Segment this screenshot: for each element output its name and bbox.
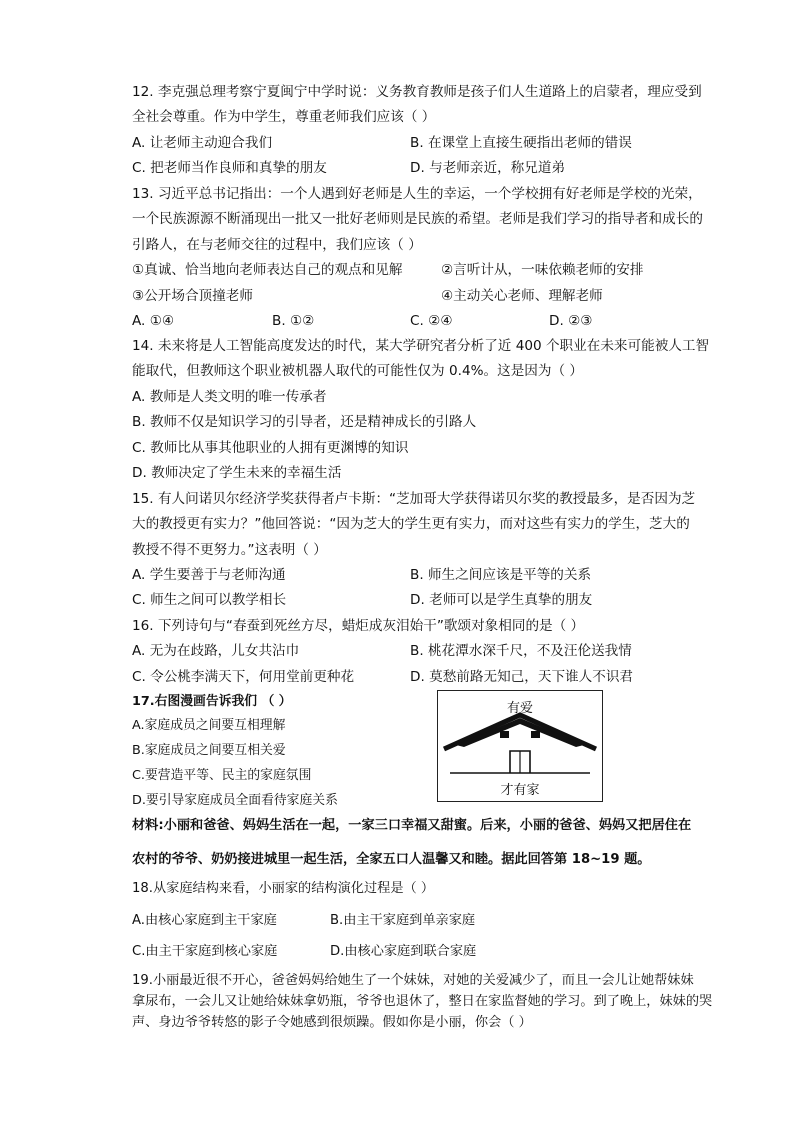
q13-option-d: D. ②③ — [549, 313, 593, 329]
q12-option-a: A. 让老师主动迎合我们 — [132, 135, 273, 151]
q13-stem-2: 一个民族源源不断涌现出一批又一批好老师则是民族的希望。老师是我们学习的指导者和成长的 — [132, 211, 703, 227]
q19-stem-3: 声、身边爷爷转悠的影子令她感到很烦躁。假如你是小丽，你会（ ） — [132, 1015, 532, 1030]
q14-option-d: D. 教师决定了学生未来的幸福生活 — [132, 465, 342, 481]
material-line-2: 农村的爷爷、奶奶接进城里一起生活，全家五口人温馨又和睦。据此回答第 18~19 题。 — [132, 852, 651, 867]
q16-stem-1: 16. 下列诗句与“春蚕到死丝方尽，蜡炬成灰泪始干”歌颂对象相同的是（ ） — [132, 618, 585, 634]
q18-option-c: C.由主干家庭到核心家庭 — [132, 944, 278, 959]
q17-option-c: C.要营造平等、民主的家庭氛围 — [132, 768, 312, 783]
q14-option-c: C. 教师比从事其他职业的人拥有更渊博的知识 — [132, 440, 409, 456]
q13-option-a: A. ①④ — [132, 313, 175, 329]
q15-stem-1: 15. 有人问诺贝尔经济学奖获得者卢卡斯：“芝加哥大学获得诺贝尔奖的教授最多，是否因为芝 — [132, 491, 696, 507]
q17-option-b: B.家庭成员之间要互相关爱 — [132, 743, 286, 758]
material-line-1: 材料:小丽和爸爸、妈妈生活在一起，一家三口幸福又甜蜜。后来，小丽的爸爸、妈妈又把居住在 — [132, 818, 692, 833]
q15-stem-3: 教授不得不更努力。”这表明（ ） — [132, 542, 327, 558]
q14-stem-2: 能取代，但教师这个职业被机器人取代的可能性仅为 0.4%。这是因为（ ） — [132, 363, 583, 379]
q19-stem-2: 拿尿布，一会儿又让她给妹妹拿奶瓶，爷爷也退休了，整日在家监督她的学习。到了晚上，妹妹的哭 — [132, 994, 713, 1009]
cartoon-caption-bottom: 才有家 — [500, 783, 540, 798]
q16-option-b: B. 桃花潭水深千尺，不及汪伦送我情 — [410, 643, 632, 659]
q15-option-c: C. 师生之间可以教学相长 — [132, 592, 287, 608]
family-cartoon — [437, 690, 603, 802]
q16-option-c: C. 令公桃李满天下，何用堂前更种花 — [132, 669, 355, 685]
q15-option-b: B. 师生之间应该是平等的关系 — [410, 567, 592, 583]
q13-option-c: C. ②④ — [410, 313, 453, 329]
q17-option-a: A.家庭成员之间要互相理解 — [132, 718, 286, 733]
cartoon-caption-top: 有爱 — [506, 701, 533, 716]
q14-stem-1: 14. 未来将是人工智能高度发达的时代，某大学研究者分析了近 400 个职业在未来可能被人工智 — [132, 338, 710, 354]
q17-stem-1: 17.右图漫画告诉我们 （ ） — [132, 694, 292, 709]
q12-stem-1: 12. 李克强总理考察宁夏闽宁中学时说：义务教育教师是孩子们人生道路上的启蒙者，理应受到 — [132, 84, 702, 100]
q13-stem-3: 引路人，在与老师交往的过程中，我们应该（ ） — [132, 237, 422, 253]
q13-statement-2: ②言听计从，一味依赖老师的安排 — [441, 262, 644, 278]
q13-statement-1: ①真诚、恰当地向老师表达自己的观点和见解 — [132, 262, 403, 278]
q16-option-a: A. 无为在歧路，儿女共沾巾 — [132, 643, 300, 659]
q13-option-b: B. ①② — [272, 313, 315, 329]
q17-option-d: D.要引导家庭成员全面看待家庭关系 — [132, 793, 338, 808]
q12-option-c: C. 把老师当作良师和真挚的朋友 — [132, 160, 327, 176]
q14-option-b: B. 教师不仅是知识学习的引导者，还是精神成长的引路人 — [132, 414, 477, 430]
q12-option-d: D. 与老师亲近，称兄道弟 — [410, 160, 566, 176]
q12-option-b: B. 在课堂上直接生硬指出老师的错误 — [410, 135, 632, 151]
q13-stem-1: 13. 习近平总书记指出：一个人遇到好老师是人生的幸运，一个学校拥有好老师是学校的光荣， — [132, 186, 702, 202]
q15-option-a: A. 学生要善于与老师沟通 — [132, 567, 286, 583]
q18-option-a: A.由核心家庭到主干家庭 — [132, 913, 277, 928]
q18-stem-1: 18.从家庭结构来看，小丽家的结构演化过程是（ ） — [132, 881, 435, 896]
q12-stem-2: 全社会尊重。作为中学生，尊重老师我们应该（ ） — [132, 109, 436, 125]
q13-statement-4: ④主动关心老师、理解老师 — [441, 288, 603, 304]
q19-stem-1: 19.小丽最近很不开心，爸爸妈妈给她生了一个妹妹，对她的关爱减少了，而且一会儿让她帮妹妹 — [132, 973, 694, 988]
q15-stem-2: 大的教授更有实力？”他回答说：“因为芝大的学生更有实力，而对这些有实力的学生，芝大的 — [132, 516, 690, 532]
q15-option-d: D. 老师可以是学生真挚的朋友 — [410, 592, 593, 608]
q13-statement-3: ③公开场合顶撞老师 — [132, 288, 253, 304]
q14-option-a: A. 教师是人类文明的唯一传承者 — [132, 389, 327, 405]
q18-option-b: B.由主干家庭到单亲家庭 — [330, 913, 476, 928]
q16-option-d: D. 莫愁前路无知己，天下谁人不识君 — [410, 669, 634, 685]
q18-option-d: D.由核心家庭到联合家庭 — [330, 944, 477, 959]
